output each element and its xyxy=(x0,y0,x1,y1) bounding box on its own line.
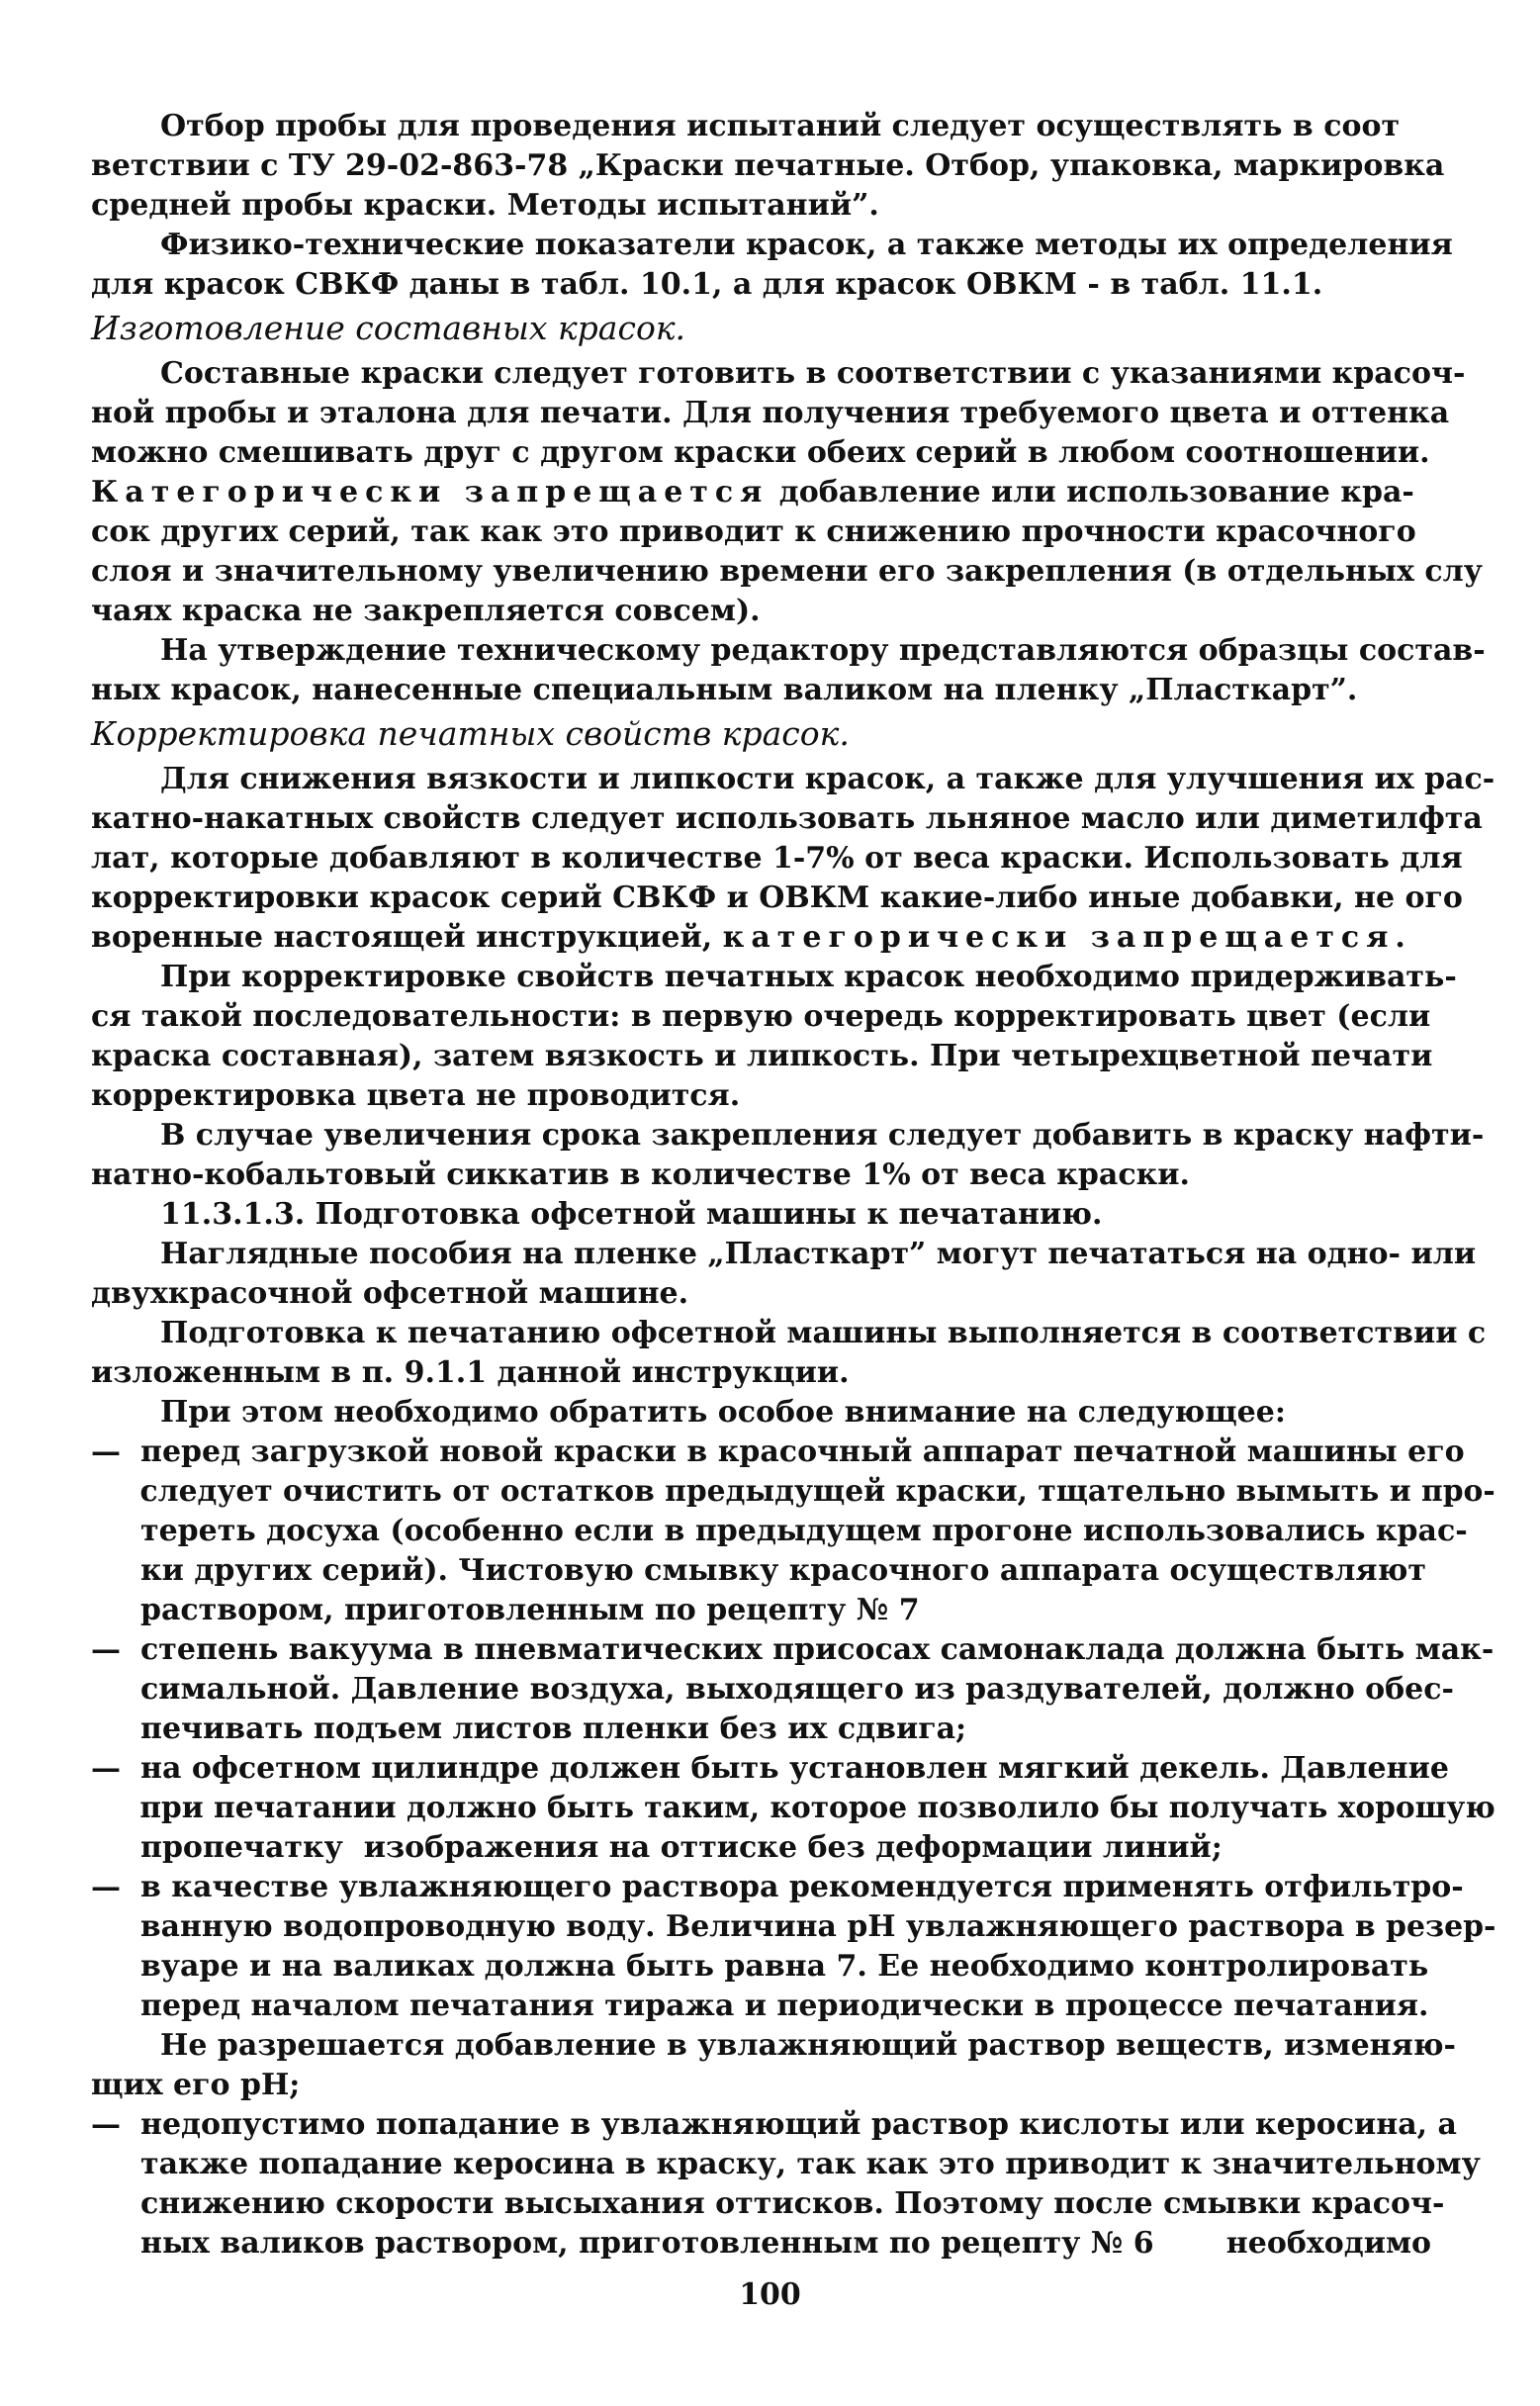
text-line xyxy=(91,592,1495,631)
line-text: изложенным в п. 9.1.1 данной инструкции. xyxy=(91,1355,850,1390)
line-text: на офсетном цилиндре должен быть установлен мягкий декель. Давление xyxy=(140,1751,1449,1786)
line-text: симальной. Давление воздуха, выходящего из раздувателей, должно обес- xyxy=(140,1672,1454,1707)
text-line xyxy=(91,2224,1495,2264)
text-line xyxy=(91,958,1495,997)
line-text: ветствии с ТУ 29-02-863-78 „Краски печатные. Отбор, упаковка, маркировка xyxy=(91,148,1445,183)
line-text: Наглядные пособия на пленке „Пласткарт” могут печататься на одно- или xyxy=(160,1237,1477,1271)
line-text: при печатании должно быть таким, которое позволило бы получать хорошую xyxy=(139,1791,1495,1825)
text-line xyxy=(91,1591,1495,1630)
section-heading xyxy=(91,710,1495,760)
text-line xyxy=(91,760,1495,799)
text-line xyxy=(91,1947,1495,1987)
line-text: степень вакуума в пневматических присосах самонаклада должна быть мак- xyxy=(140,1632,1495,1667)
text-line xyxy=(91,107,1495,146)
text-line xyxy=(91,1353,1495,1393)
line-text: пропечатку изображения на оттиске без деформации линий; xyxy=(140,1830,1223,1865)
line-text: ной пробы и эталона для печати. Для получения требуемого цвета и оттенка xyxy=(91,396,1450,430)
text-line xyxy=(91,552,1495,592)
text-line xyxy=(91,2105,1495,2145)
text-line xyxy=(91,1116,1495,1156)
text-line xyxy=(91,433,1495,473)
text-line xyxy=(91,997,1495,1037)
text-line xyxy=(91,1789,1495,1828)
line-text: щих его рН; xyxy=(91,2068,301,2102)
text-line xyxy=(91,839,1495,879)
line-text: также попадание керосина в краску, так как это приводит к значительному xyxy=(140,2147,1481,2181)
line-text: корректировки красок серий СВКФ и ОВКМ какие-либо иные добавки, не ого xyxy=(91,880,1463,915)
line-text: Корректировка печатных свойств красок. xyxy=(91,714,850,753)
line-text: Не разрешается добавление в увлажняющий раствор веществ, изменяю- xyxy=(160,2028,1457,2063)
text-line xyxy=(91,1314,1495,1353)
line-text: 11.3.1.3. Подготовка офсетной машины к печатанию. xyxy=(160,1197,1103,1232)
text-line xyxy=(91,226,1495,265)
text-line xyxy=(91,1076,1495,1116)
section-heading xyxy=(91,305,1495,354)
line-text: ных красок, нанесенные специальным валиком на пленку „Пласткарт”. xyxy=(91,673,1358,707)
line-text: Изготовление составных красок. xyxy=(91,309,686,347)
line-text: чаях краска не закрепляется совсем). xyxy=(91,594,761,628)
line-text: можно смешивать друг с другом краски обеих серий в любом соотношении. xyxy=(91,435,1430,470)
line-text: тереть досуха (особенно если в предыдущем прогоне использовались крас- xyxy=(140,1514,1468,1548)
line-text: краска составная), затем вязкость и липкость. При четырехцветной печати xyxy=(91,1039,1433,1073)
text-line xyxy=(91,1670,1495,1710)
line-text: раствором, приготовленным по рецепту № 7 xyxy=(140,1593,920,1627)
text-line xyxy=(91,1393,1495,1433)
text-line xyxy=(91,2145,1495,2184)
line-text: недопустимо попадание в увлажняющий раствор кислоты или керосина, а xyxy=(140,2107,1457,2142)
text-line xyxy=(91,1868,1495,1907)
text-line xyxy=(91,1037,1495,1076)
line-text: натно-кобальтовый сиккатив в количестве 1% от веса краски. xyxy=(91,1157,1190,1192)
list-dash: — xyxy=(91,1751,121,1786)
line-text: сок других серий, так как это приводит к снижению прочности красочного xyxy=(91,514,1416,549)
line-text: В случае увеличения срока закрепления следует добавить в краску нафти- xyxy=(160,1118,1485,1153)
text-line xyxy=(91,879,1495,918)
text-line xyxy=(91,1472,1495,1512)
line-text: Для снижения вязкости и липкости красок, а также для улучшения их рас- xyxy=(160,762,1495,796)
line-text: снижению скорости высыхания оттисков. Поэтому после смывки красоч- xyxy=(140,2186,1445,2221)
text-line xyxy=(91,354,1495,394)
text-line xyxy=(91,1828,1495,1868)
emphasis-spaced: Категорически запрещается xyxy=(91,475,770,509)
page-number: 100 xyxy=(739,2277,801,2312)
text-line xyxy=(91,1551,1495,1591)
emphasis-spaced: категорически запрещается. xyxy=(722,920,1412,955)
text-line xyxy=(91,918,1495,958)
line-text: печивать подъем листов пленки без их сдвига; xyxy=(140,1712,967,1746)
line-text: ных валиков раствором, приготовленным по рецепту № 6 необходимо xyxy=(140,2226,1432,2261)
text-line xyxy=(91,2184,1495,2224)
text-line xyxy=(91,473,1495,512)
text-line xyxy=(91,265,1495,305)
text-line xyxy=(91,512,1495,552)
text-line xyxy=(91,1274,1495,1314)
text-line xyxy=(91,1987,1495,2026)
line-text: двухкрасочной офсетной машине. xyxy=(91,1276,689,1311)
line-text: катно-накатных свойств следует использовать льняное масло или диметилфта xyxy=(91,801,1483,836)
line-text: воренные настоящей инструкцией, xyxy=(91,920,723,955)
line-text: перед началом печатания тиража и периодически в процессе печатания. xyxy=(140,1989,1429,2023)
line-text: ся такой последовательности: в первую очередь корректировать цвет (если xyxy=(91,999,1431,1034)
page-text xyxy=(91,107,1495,2264)
line-text: следует очистить от остатков предыдущей краски, тщательно вымыть и про- xyxy=(139,1474,1495,1509)
line-text: корректировка цвета не проводится. xyxy=(91,1078,741,1113)
text-line xyxy=(91,1195,1495,1235)
line-text: для красок СВКФ даны в табл. 10.1, а для красок ОВКМ ‐ в табл. 11.1. xyxy=(91,267,1323,302)
line-text: ванную водопроводную воду. Величина рН увлажняющего раствора в резер- xyxy=(139,1909,1496,1944)
text-line xyxy=(91,1512,1495,1551)
list-dash: — xyxy=(91,1632,121,1667)
text-line xyxy=(91,671,1495,710)
text-line xyxy=(91,1433,1495,1472)
text-line xyxy=(91,394,1495,433)
line-text: в качестве увлажняющего раствора рекомендуется применять отфильтро- xyxy=(140,1870,1464,1904)
text-line xyxy=(91,146,1495,186)
text-line xyxy=(91,2026,1495,2066)
line-text: Подготовка к печатанию офсетной машины выполняется в соответствии с xyxy=(160,1316,1487,1350)
text-line xyxy=(91,799,1495,839)
line-text: При корректировке свойств печатных красок необходимо придерживать- xyxy=(160,960,1457,994)
text-line xyxy=(91,1630,1495,1670)
line-text: На утверждение техническому редактору представляются образцы состав- xyxy=(160,633,1486,668)
line-text: средней пробы краски. Методы испытаний”. xyxy=(91,188,879,223)
line-text: перед загрузкой новой краски в красочный аппарат печатной машины его xyxy=(140,1434,1465,1469)
line-text: Отбор пробы для проведения испытаний следует осуществлять в соот xyxy=(160,109,1401,143)
text-line xyxy=(91,631,1495,671)
text-line xyxy=(91,1710,1495,1749)
line-text: Физико-технические показатели красок, а также методы их определения xyxy=(160,228,1453,262)
line-text: слоя и значительному увеличению времени его закрепления (в отдельных слу xyxy=(91,554,1483,589)
list-dash: — xyxy=(91,1870,121,1904)
line-text: вуаре и на валиках должна быть равна 7. Ее необходимо контролировать xyxy=(140,1949,1429,1984)
line-text: Составные краски следует готовить в соответствии с указаниями красоч- xyxy=(160,356,1466,391)
line-text: При этом необходимо обратить особое внимание на следующее: xyxy=(160,1395,1286,1430)
line-text: лат, которые добавляют в количестве 1-7% от веса краски. Использовать для xyxy=(91,841,1463,876)
line-text: добавление или использование кра- xyxy=(769,475,1414,509)
list-dash: — xyxy=(91,2107,121,2142)
line-text: ки других серий). Чистовую смывку красочного аппарата осуществляют xyxy=(140,1553,1426,1588)
text-line xyxy=(91,186,1495,226)
text-line xyxy=(91,1907,1496,1947)
text-line xyxy=(91,1235,1495,1274)
text-line xyxy=(91,1156,1495,1195)
text-line xyxy=(91,2066,1495,2105)
text-line xyxy=(91,1749,1495,1789)
list-dash: — xyxy=(91,1434,121,1469)
